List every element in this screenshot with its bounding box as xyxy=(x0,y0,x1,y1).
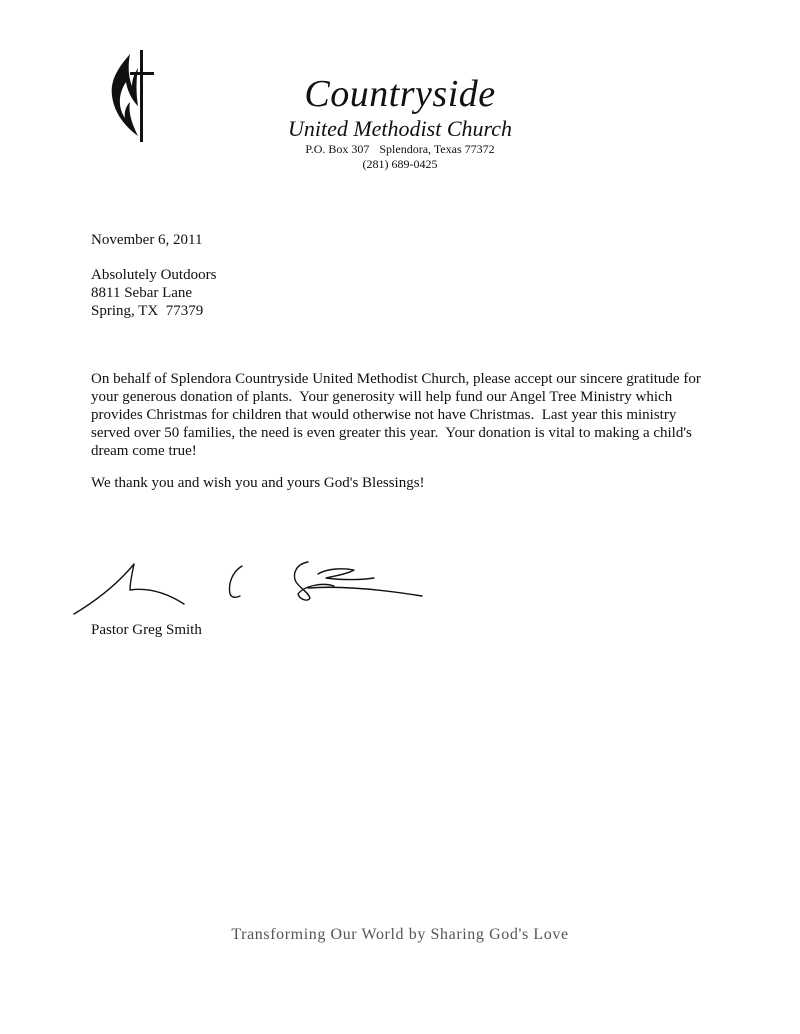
cross-and-flame-icon xyxy=(108,50,168,146)
recipient-name: Absolutely Outdoors xyxy=(91,267,217,283)
church-phone: (281) 689-0425 xyxy=(362,157,438,171)
letter-date: November 6, 2011 xyxy=(91,232,203,248)
city-state-zip: Splendora, Texas 77372 xyxy=(379,142,495,156)
recipient-street: 8811 Sebar Lane xyxy=(91,285,193,301)
letter-body xyxy=(91,370,711,506)
recipient-city: Spring, TX 77379 xyxy=(91,303,204,319)
recipient-block xyxy=(91,266,216,320)
footer-motto: Transforming Our World by Sharing God's Love xyxy=(231,926,569,943)
handwritten-signature xyxy=(72,552,432,620)
signer-name: Pastor Greg Smith xyxy=(91,622,202,638)
letterhead xyxy=(250,72,550,172)
church-name: Countryside xyxy=(304,73,496,115)
po-box: P.O. Box 307 xyxy=(305,142,370,156)
church-subtitle: United Methodist Church xyxy=(287,116,513,141)
church-address xyxy=(250,142,550,157)
body-paragraph: We thank you and wish you and yours God's Blessings! xyxy=(91,475,425,491)
body-paragraph: On behalf of Splendora Countryside United Methodist Church, please accept our sincere gratitude for your generous donation of plants. Your generosity will help fund our Angel Tree Ministry which provides Christmas for children that would otherwise not have Christmas. Last year this ministry served over 50 families, the need is even greater this year. Your donation is vital to making a child's dream come true! xyxy=(91,371,705,459)
